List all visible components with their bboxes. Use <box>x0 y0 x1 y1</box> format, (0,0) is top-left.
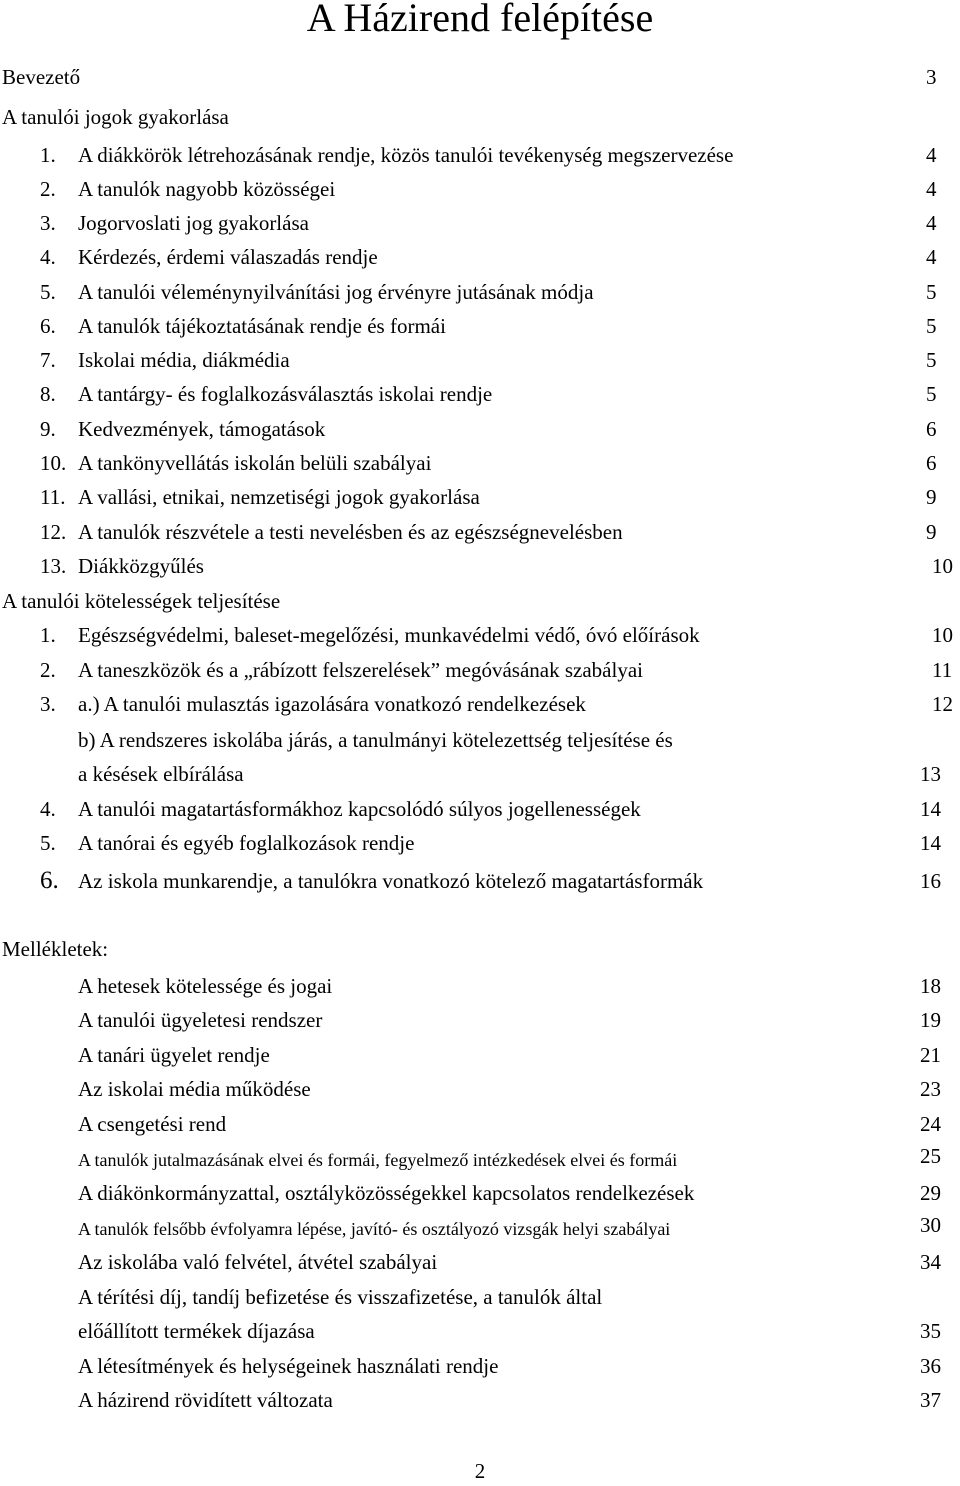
toc-page-number: 3 <box>926 65 937 89</box>
toc-annex-entry[interactable] <box>0 1074 960 1104</box>
toc-entry-number: 7. <box>40 348 56 372</box>
section-heading: Mellékletek: <box>2 937 109 961</box>
toc-entry[interactable] <box>0 828 960 858</box>
toc-entry-label: A tanórai és egyéb foglalkozások rendje <box>78 831 415 855</box>
toc-entry[interactable] <box>0 277 960 307</box>
toc-entry-number: 3. <box>40 211 56 235</box>
toc-entry-number: 13. <box>40 554 67 578</box>
toc-page-number: 4 <box>926 143 937 167</box>
toc-entry[interactable] <box>0 345 960 375</box>
toc-page-number: 19 <box>920 1008 941 1032</box>
toc-page-number: 4 <box>926 245 937 269</box>
toc-page-number: 14 <box>920 797 941 821</box>
toc-entry-number: 10. <box>40 451 67 475</box>
toc-entry-number: 11. <box>40 485 66 509</box>
toc-page-number: 30 <box>920 1213 941 1237</box>
toc-entry[interactable] <box>0 414 960 444</box>
toc-page-number: 10 <box>932 554 953 578</box>
toc-page-number: 34 <box>920 1250 941 1274</box>
toc-entry[interactable] <box>0 551 960 581</box>
toc-section-heading-annexes <box>0 934 960 964</box>
toc-entry-label: előállított termékek díjazása <box>78 1319 315 1343</box>
toc-entry-number: 2. <box>40 177 56 201</box>
toc-entry-label: Iskolai média, diákmédia <box>78 348 290 372</box>
toc-page-number: 5 <box>926 348 937 372</box>
toc-entry-number: 1. <box>40 623 56 647</box>
toc-entry-label: a.) A tanulói mulasztás igazolására vonatkozó rendelkezések <box>78 692 586 716</box>
toc-entry[interactable] <box>0 311 960 341</box>
toc-entry-label: Az iskolai média működése <box>78 1077 311 1101</box>
toc-entry-label: A tanulók részvétele a testi nevelésben és az egészségnevelésben <box>78 520 623 544</box>
toc-page-number: 13 <box>920 762 941 786</box>
toc-entry-number: 12. <box>40 520 67 544</box>
toc-page-number: 25 <box>920 1144 941 1168</box>
toc-annex-entry[interactable] <box>0 1005 960 1035</box>
toc-entry[interactable] <box>0 140 960 170</box>
toc-entry-label: A diákönkormányzattal, osztályközösségekkel kapcsolatos rendelkezések <box>78 1181 695 1205</box>
toc-page-number: 4 <box>926 177 937 201</box>
toc-page-number: 11 <box>932 658 953 682</box>
toc-page-number: 5 <box>926 314 937 338</box>
toc-entry[interactable] <box>0 759 960 789</box>
toc-entry[interactable] <box>0 620 960 650</box>
toc-entry-label: Kedvezmények, támogatások <box>78 417 326 441</box>
toc-entry-label: Kérdezés, érdemi válaszadás rendje <box>78 245 378 269</box>
toc-entry-label: A tanulók felsőbb évfolyamra lépése, javító- és osztályozó vizsgák helyi szabályai <box>78 1219 671 1239</box>
toc-entry-label: Egészségvédelmi, baleset-megelőzési, munkavédelmi védő, óvó előírások <box>78 623 700 647</box>
toc-entry-intro[interactable] <box>0 62 960 92</box>
toc-annex-entry[interactable] <box>0 1316 960 1346</box>
toc-page-number: 21 <box>920 1043 941 1067</box>
toc-entry[interactable] <box>0 866 960 896</box>
toc-entry-label: Diákközgyűlés <box>78 554 204 578</box>
toc-page-number: 29 <box>920 1181 941 1205</box>
toc-entry-label: A házirend rövidített változata <box>78 1388 333 1412</box>
toc-annex-entry[interactable] <box>0 1385 960 1415</box>
toc-entry-label: A hetesek kötelessége és jogai <box>78 974 333 998</box>
section-heading: A tanulói jogok gyakorlása <box>2 105 229 129</box>
toc-entry[interactable] <box>0 794 960 824</box>
toc-entry-number: 6. <box>40 314 56 338</box>
toc-entry-label: A vallási, etnikai, nemzetiségi jogok gyakorlása <box>78 485 480 509</box>
toc-entry-number: 3. <box>40 692 56 716</box>
toc-page-number: 16 <box>920 869 941 893</box>
page-title: A Házirend felépítése <box>306 0 654 40</box>
toc-entry[interactable] <box>0 517 960 547</box>
toc-annex-entry[interactable] <box>0 1040 960 1070</box>
toc-entry-number: 6. <box>40 867 59 894</box>
toc-entry-label: A tanulók nagyobb közösségei <box>78 177 336 201</box>
toc-entry[interactable] <box>0 482 960 512</box>
toc-entry-label: Az iskolába való felvétel, átvétel szabályai <box>78 1250 438 1274</box>
toc-entry-number: 5. <box>40 280 56 304</box>
toc-page-number: 9 <box>926 520 937 544</box>
toc-entry-label: A tankönyvellátás iskolán belüli szabályai <box>78 451 432 475</box>
toc-entry-number: 4. <box>40 245 56 269</box>
toc-entry-number: 5. <box>40 831 56 855</box>
toc-entry-label: A tanulók jutalmazásának elvei és formái, fegyelmező intézkedések elvei és formái <box>78 1150 678 1170</box>
toc-page-number: 10 <box>932 623 953 647</box>
toc-page-number: 24 <box>920 1112 941 1136</box>
toc-annex-entry[interactable] <box>0 1214 960 1244</box>
toc-annex-entry[interactable] <box>0 1145 960 1175</box>
toc-page-number: 36 <box>920 1354 941 1378</box>
toc-page-number: 12 <box>932 692 953 716</box>
toc-section-heading-duties <box>0 586 960 616</box>
toc-page-number: 18 <box>920 974 941 998</box>
toc-entry[interactable] <box>0 208 960 238</box>
toc-entry-label: A térítési díj, tandíj befizetése és visszafizetése, a tanulók által <box>78 1285 603 1309</box>
toc-entry[interactable] <box>0 725 960 755</box>
toc-entry-label: A tanulók tájékoztatásának rendje és formái <box>78 314 446 338</box>
toc-entry-label: A tanulói ügyeletesi rendszer <box>78 1008 323 1032</box>
toc-entry-label: Az iskola munkarendje, a tanulókra vonatkozó kötelező magatartásformák <box>78 869 704 893</box>
toc-page-number: 6 <box>926 417 937 441</box>
section-heading: A tanulói kötelességek teljesítése <box>2 589 281 613</box>
toc-page-number: 5 <box>926 382 937 406</box>
toc-annex-entry[interactable] <box>0 1109 960 1139</box>
toc-page-number: 37 <box>920 1388 941 1412</box>
toc-entry[interactable] <box>0 242 960 272</box>
toc-entry[interactable] <box>0 655 960 685</box>
toc-page-number: 9 <box>926 485 937 509</box>
toc-entry-label: A tantárgy- és foglalkozásválasztás iskolai rendje <box>78 382 493 406</box>
toc-section-heading-rights <box>0 102 960 132</box>
toc-entry-label: A tanári ügyelet rendje <box>78 1043 270 1067</box>
toc-page-number: 6 <box>926 451 937 475</box>
toc-entry[interactable] <box>0 174 960 204</box>
toc-entry[interactable] <box>0 689 960 719</box>
toc-entry-label: A létesítmények és helységeinek használati rendje <box>78 1354 499 1378</box>
toc-entry-label: A tanulói magatartásformákhoz kapcsolódó súlyos jogellenességek <box>78 797 641 821</box>
page-number: 2 <box>474 1459 486 1483</box>
toc-entry-label: a késések elbírálása <box>78 762 244 786</box>
toc-entry-label: A csengetési rend <box>78 1112 227 1136</box>
toc-entry-number: 9. <box>40 417 56 441</box>
toc-entry-label: Jogorvoslati jog gyakorlása <box>78 211 309 235</box>
toc-entry-number: 8. <box>40 382 56 406</box>
toc-annex-entry[interactable] <box>0 971 960 1001</box>
toc-entry-number: 1. <box>40 143 56 167</box>
toc-entry-label: A diákkörök létrehozásának rendje, közös tanulói tevékenység megszervezése <box>78 143 734 167</box>
toc-entry[interactable] <box>0 448 960 478</box>
toc-entry-label: b) A rendszeres iskolába járás, a tanulmányi kötelezettség teljesítése és <box>78 728 673 752</box>
toc-annex-entry[interactable] <box>0 1351 960 1381</box>
toc-page-number: 4 <box>926 211 937 235</box>
toc-entry-label: A taneszközök és a „rábízott felszerelések” megóvásának szabályai <box>78 658 643 682</box>
toc-page-number: 23 <box>920 1077 941 1101</box>
toc-entry-number: 4. <box>40 797 56 821</box>
toc-annex-entry[interactable] <box>0 1178 960 1208</box>
toc-entry-label: A tanulói véleménynyilvánítási jog érvényre jutásának módja <box>78 280 594 304</box>
toc-page-number: 35 <box>920 1319 941 1343</box>
toc-page-number: 5 <box>926 280 937 304</box>
toc-entry[interactable] <box>0 379 960 409</box>
toc-entry-number: 2. <box>40 658 56 682</box>
toc-annex-entry[interactable] <box>0 1282 960 1312</box>
toc-annex-entry[interactable] <box>0 1247 960 1277</box>
toc-page-number: 14 <box>920 831 941 855</box>
toc-entry-label: Bevezető <box>2 65 81 89</box>
